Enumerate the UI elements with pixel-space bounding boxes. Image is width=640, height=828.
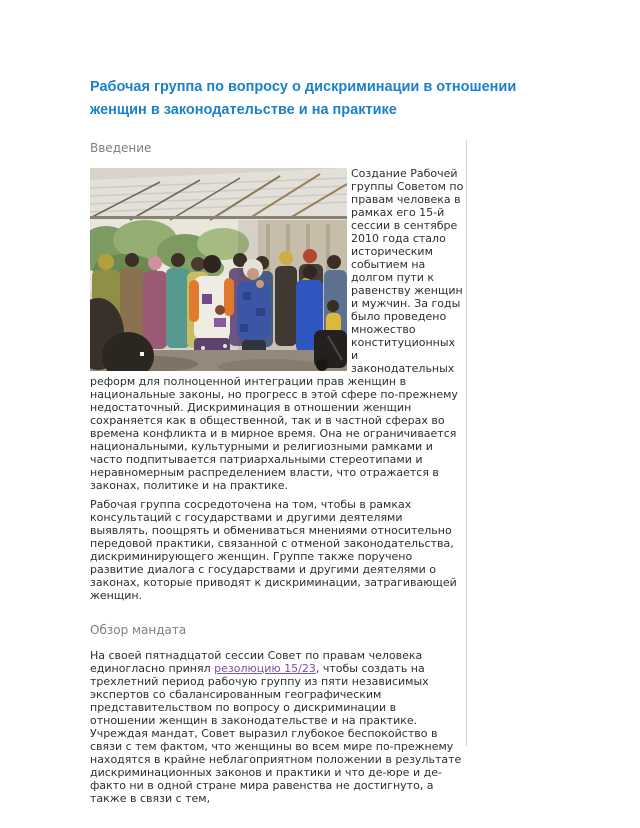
page-title: Рабочая группа по вопросу о дискриминации в отношении женщин в законодательстве и на практике	[90, 79, 517, 118]
content-column	[90, 141, 464, 811]
section-label-mandate: Обзор мандата	[90, 623, 187, 637]
section-label-introduction: Введение	[90, 141, 152, 155]
content-right-border	[466, 140, 467, 746]
mandate-paragraph	[90, 649, 464, 805]
intro-text-block	[90, 167, 464, 608]
mandate-text-after-link: , чтобы создать на трехлетний период рабочую группу из пяти независимых экспертов со сбалансированным географическим представительством по вопросу о дискриминации в отношении женщин в законодательстве и на практике. Учреждая мандат, Совет выразил глубокое беспокойство в связи с тем фактом, что женщины во всем мире по-прежнему находятся в крайне неблагоприятном положении в результате дискриминационных законов и практики и что де-юре и де-факто ни в одной стране мира равенства не достигнуто, а также в связи с тем,	[90, 662, 462, 805]
photo-stroller	[314, 330, 347, 371]
mandate-text-before-link: На своей пятнадцатой сессии Совет по правам человека единогласно принял	[90, 649, 423, 675]
intro-paragraph-1: Создание Рабочей группы Советом по правам человека в рамках его 15-й сессии в сентябре 2010 года стало историческим событием на долгом пути к равенству женщин и мужчин. За годы было проведено множество конституционных и законодательных реформ для полноценной интеграции прав женщин в национальные законы, но прогресс в этой сфере по-прежнему недостаточный. Дискриминация в отношении женщин сохраняется как в общественной, так и в частной сферах во времена конфликта и в мирное время. Она не ограничивается национальными, культурными и религиозными рамками и часто подпитывается патриархальными стереотипами и неравномерным распределением власти, что отражается в законах, политике и на практике.	[90, 167, 464, 492]
group-photo	[90, 168, 347, 371]
resolution-15-23-link[interactable]: резолюцию 15/23	[214, 662, 316, 675]
intro-paragraph-2: Рабочая группа сосредоточена на том, чтобы в рамках консультаций с государствами и другими деятелями выявлять, поощрять и обмениваться мнениями относительно передовой практики, связанной с отменой законодательства, дискриминирующего женщин. Группе также поручено развитие диалога с государствами и другими деятелями о законах, которые приводят к дискриминации, затрагивающей женщин.	[90, 498, 457, 602]
